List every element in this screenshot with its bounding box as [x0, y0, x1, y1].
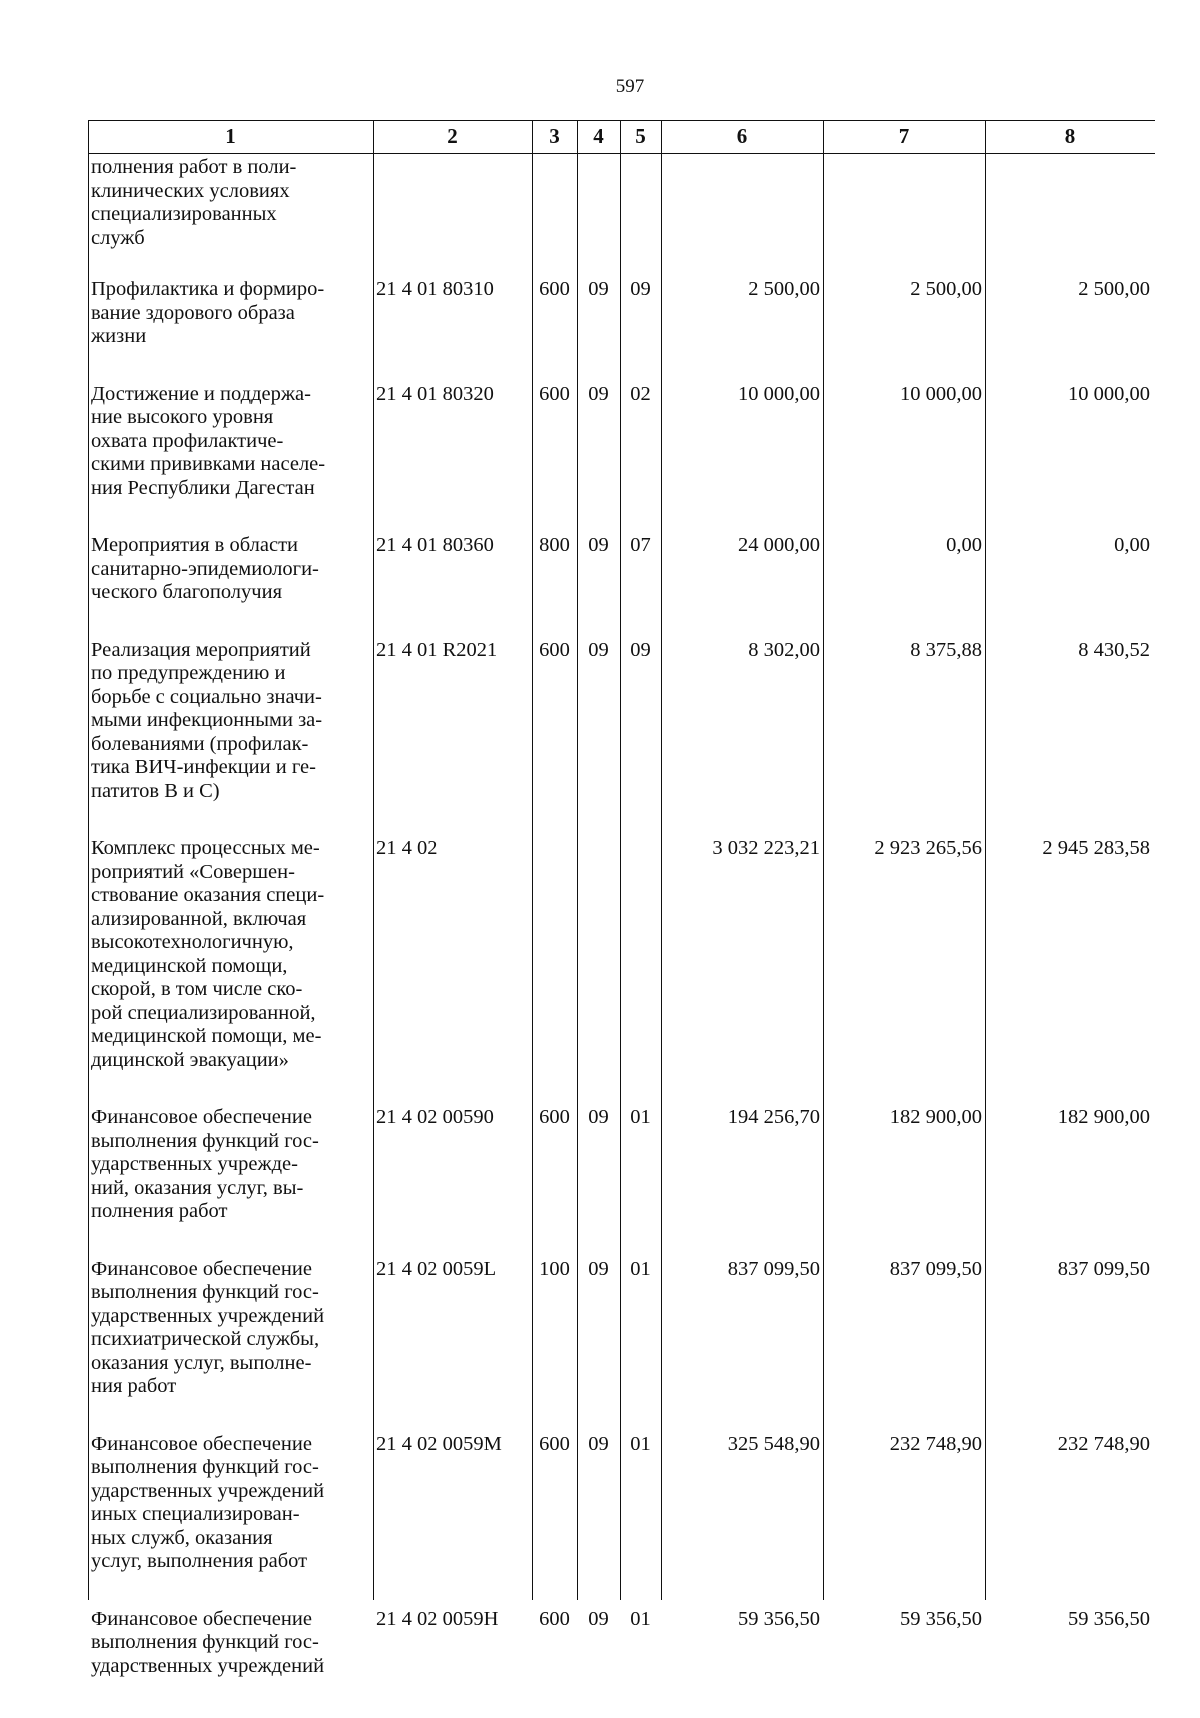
table-row [88, 383, 1155, 535]
row-col5: 07 [630, 534, 651, 556]
description-line: ударственных учреждений [91, 1304, 325, 1327]
row-amount-col7: 10 000,00 [900, 382, 982, 405]
description-line: по предупреждению и [91, 662, 286, 684]
row-col5: 01 [630, 1257, 651, 1280]
table-body [88, 156, 1155, 1712]
description-line: Реализация мероприятий [91, 638, 311, 661]
row-amount-col8: 837 099,50 [1057, 1257, 1150, 1280]
row-description [88, 639, 373, 838]
column-header-2: 2 [447, 124, 458, 148]
description-line: выполнения функций гос- [91, 1281, 319, 1303]
row-col3: 600 [539, 1607, 570, 1630]
row-col5: 02 [630, 382, 651, 405]
row-code: 21 4 02 0059M [376, 1432, 502, 1455]
description-line: медицинской помощи, ме- [91, 1025, 322, 1047]
table-row [88, 534, 1155, 639]
description-line: ний, оказания услуг, вы- [91, 1176, 304, 1199]
row-amount-col6: 837 099,50 [727, 1257, 820, 1280]
description-line: Профилактика и формиро- [91, 278, 325, 300]
row-col3: 600 [539, 382, 570, 405]
description-line: Комплекс процессных ме- [91, 837, 320, 859]
row-col5: 01 [630, 1106, 651, 1128]
row-code: 21 4 01 80310 [376, 278, 494, 300]
table-row [88, 837, 1155, 1106]
row-description [88, 1608, 373, 1713]
description-line: ствование оказания специ- [91, 884, 325, 906]
row-code: 21 4 02 [376, 837, 438, 859]
description-line: медицинской помощи, [91, 954, 288, 977]
row-col5: 09 [630, 278, 651, 300]
description-line: ческого благополучия [91, 581, 282, 603]
column-header-5: 5 [635, 124, 646, 148]
row-col3: 600 [539, 638, 570, 661]
description-line: санитарно-эпидемиологи- [91, 557, 319, 580]
row-amount-col7: 837 099,50 [889, 1257, 982, 1280]
row-amount-col7: 59 356,50 [900, 1607, 982, 1630]
row-amount-col6: 3 032 223,21 [712, 837, 820, 859]
description-line: ния работ [91, 1375, 177, 1397]
row-col5 [620, 837, 661, 1106]
table-row [88, 1433, 1155, 1608]
row-col3: 600 [539, 1106, 570, 1128]
row-col3: 600 [539, 1432, 570, 1455]
description-line: оказания услуг, выполне- [91, 1351, 312, 1374]
column-header-1: 1 [225, 124, 236, 148]
row-amount-col6: 59 356,50 [738, 1607, 820, 1630]
row-amount-col6: 194 256,70 [727, 1106, 820, 1128]
row-col3: 800 [539, 534, 570, 556]
table-header-rule [88, 153, 1155, 154]
row-amount-col8: 232 748,90 [1057, 1432, 1150, 1455]
row-amount-col6 [661, 156, 823, 278]
row-description [88, 383, 373, 535]
row-amount-col7: 232 748,90 [889, 1432, 982, 1455]
row-col4: 09 [588, 638, 609, 661]
row-amount-col8: 59 356,50 [1068, 1607, 1150, 1630]
row-code: 21 4 01 80360 [376, 534, 494, 556]
description-line: психиатрической службы, [91, 1328, 320, 1350]
column-header-3: 3 [549, 124, 560, 148]
column-header-7: 7 [898, 124, 910, 148]
description-line: выполнения функций гос- [91, 1129, 319, 1152]
description-line: Финансовое обеспечение [91, 1432, 312, 1455]
description-line: тика ВИЧ-инфекции и ге- [91, 756, 316, 778]
description-line: болеваниями (профилак- [91, 732, 309, 755]
row-description [88, 837, 373, 1106]
description-line: высокотехнологичную, [91, 931, 294, 953]
row-amount-col6: 24 000,00 [738, 534, 820, 556]
row-amount-col6: 2 500,00 [748, 278, 820, 300]
description-line: охвата профилактиче- [91, 429, 284, 452]
row-code: 21 4 01 80320 [376, 382, 494, 405]
description-line: специализированных [91, 203, 277, 225]
row-amount-col8: 10 000,00 [1068, 382, 1150, 405]
description-line: Финансовое обеспечение [91, 1607, 312, 1630]
row-col4: 09 [588, 382, 609, 405]
row-col3 [532, 837, 577, 1106]
description-line: служб [91, 226, 145, 249]
description-line: жизни [91, 325, 147, 347]
description-line: роприятий «Совершен- [91, 860, 295, 883]
row-col4 [577, 837, 620, 1106]
description-line: ализированной, включая [91, 907, 307, 930]
row-amount-col7: 0,00 [946, 534, 982, 556]
page-number: 597 [615, 76, 645, 97]
description-line: Мероприятия в области [91, 534, 298, 556]
description-line: мыми инфекционными за- [91, 709, 323, 731]
description-line: скорой, в том числе ско- [91, 978, 303, 1000]
row-col4 [577, 156, 620, 278]
description-line: Финансовое обеспечение [91, 1106, 312, 1128]
row-col4: 09 [588, 534, 609, 556]
description-line: Финансовое обеспечение [91, 1257, 312, 1280]
description-line: полнения работ [91, 1200, 228, 1222]
table-row [88, 156, 1155, 278]
row-col5: 01 [630, 1432, 651, 1455]
row-amount-col7: 2 500,00 [910, 278, 982, 300]
column-header-8: 8 [1064, 124, 1076, 148]
row-description [88, 278, 373, 383]
row-amount-col8: 2 500,00 [1078, 278, 1150, 300]
table-row [88, 1106, 1155, 1258]
table-row [88, 639, 1155, 838]
row-amount-col8: 0,00 [1114, 534, 1150, 556]
table-header-row [88, 120, 1155, 153]
description-line: выполнения функций гос- [91, 1631, 319, 1653]
row-amount-col7: 2 923 265,56 [874, 837, 982, 859]
description-line: ния Республики Дагестан [91, 476, 315, 499]
row-col5: 09 [630, 638, 651, 661]
row-description [88, 1106, 373, 1258]
description-line: ударственных учреждений [91, 1654, 325, 1677]
description-line: борьбе с социально значи- [91, 685, 322, 708]
row-col5: 01 [630, 1607, 651, 1630]
row-amount-col7: 182 900,00 [889, 1106, 982, 1128]
description-line: вание здорового образа [91, 301, 295, 324]
table-row [88, 278, 1155, 383]
row-description [88, 156, 373, 278]
description-line: ние высокого уровня [91, 406, 274, 428]
column-header-4: 4 [593, 124, 604, 148]
description-line: дицинской эвакуации» [91, 1048, 289, 1071]
column-header-6: 6 [736, 124, 748, 148]
row-amount-col6: 8 302,00 [748, 638, 820, 661]
description-line: Достижение и поддержа- [91, 382, 311, 405]
row-col4: 09 [588, 1607, 609, 1630]
description-line: скими прививками населе- [91, 453, 326, 475]
row-code [373, 156, 532, 278]
row-code: 21 4 02 0059L [376, 1257, 497, 1280]
row-amount-col8: 182 900,00 [1057, 1106, 1150, 1128]
description-line: рой специализированной, [91, 1001, 316, 1024]
description-line: полнения работ в поли- [91, 156, 297, 178]
row-col4: 09 [588, 1432, 609, 1455]
row-description [88, 534, 373, 639]
row-col5 [620, 156, 661, 278]
table-row [88, 1258, 1155, 1433]
description-line: клинических условиях [91, 179, 290, 202]
row-col4: 09 [588, 1106, 609, 1128]
description-line: услуг, выполнения работ [91, 1550, 308, 1572]
row-amount-col8: 8 430,52 [1078, 638, 1150, 661]
row-code: 21 4 01 R2021 [376, 638, 498, 661]
description-line: выполнения функций гос- [91, 1456, 319, 1478]
row-col3: 100 [539, 1257, 570, 1280]
table-rows [88, 156, 1155, 1712]
row-col3: 600 [539, 278, 570, 300]
description-line: иных специализирован- [91, 1503, 300, 1525]
description-line: патитов В и С) [91, 779, 220, 802]
budget-table [88, 120, 1155, 1677]
row-amount-col7: 8 375,88 [910, 638, 982, 661]
row-amount-col7 [823, 156, 985, 278]
table-row [88, 1608, 1155, 1713]
row-description [88, 1433, 373, 1608]
description-line: ных служб, оказания [91, 1526, 273, 1549]
row-amount-col8: 2 945 283,58 [1042, 837, 1150, 859]
row-col4: 09 [588, 1257, 609, 1280]
description-line: ударственных учреждений [91, 1479, 325, 1502]
row-col4: 09 [588, 278, 609, 300]
row-amount-col6: 10 000,00 [738, 382, 820, 405]
description-line: ударственных учрежде- [91, 1153, 298, 1175]
row-description [88, 1258, 373, 1433]
row-code: 21 4 02 00590 [376, 1106, 494, 1128]
row-amount-col8 [985, 156, 1155, 278]
row-col3 [532, 156, 577, 278]
row-code: 21 4 02 0059Н [376, 1607, 499, 1630]
row-amount-col6: 325 548,90 [727, 1432, 820, 1455]
